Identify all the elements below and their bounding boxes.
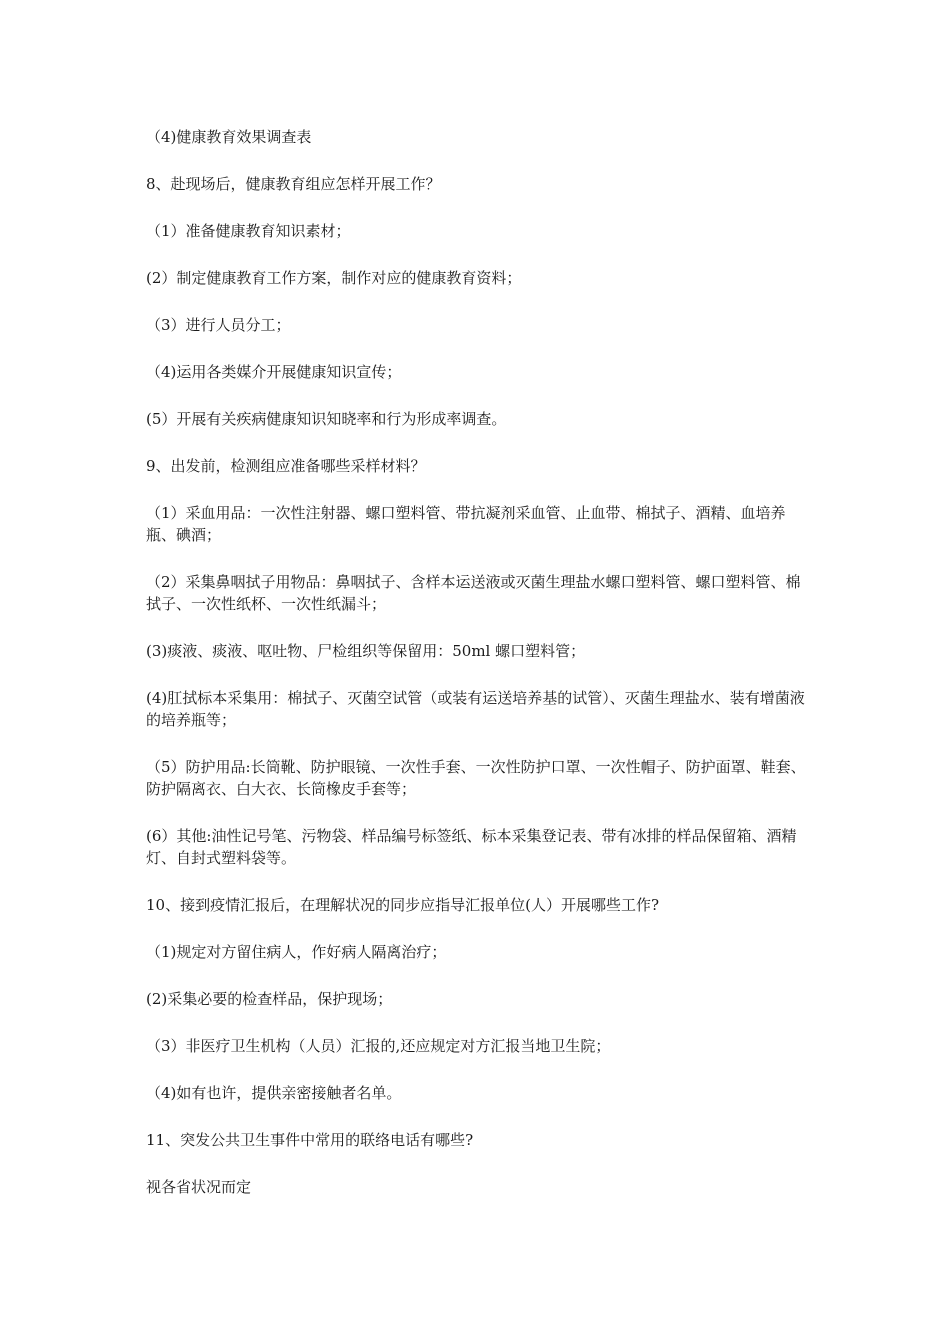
list-item: (2）制定健康教育工作方案，制作对应的健康教育资料； [146, 269, 522, 287]
answer-text: 视各省状况而定 [146, 1178, 252, 1196]
question-8-heading: 8、赴现场后，健康教育组应怎样开展工作？ [146, 175, 441, 193]
list-item-health-survey: （4)健康教育效果调查表 [146, 128, 312, 146]
question-10-heading: 10、接到疫情汇报后，在理解状况的同步应指导汇报单位(人）开展哪些工作? [146, 896, 659, 914]
list-item: （2）采集鼻咽拭子用物品：鼻咽拭子、含样本运送液或灭菌生理盐水螺口塑料管、螺口塑料管、棉拭子、一次性纸杯、一次性纸漏斗； [146, 573, 801, 613]
list-item: (6）其他:油性记号笔、污物袋、样品编号标签纸、标本采集登记表、带有冰排的样品保留箱、酒精灯、自封式塑料袋等。 [146, 827, 797, 867]
document-body [146, 126, 812, 1223]
list-item: （4)运用各类媒介开展健康知识宣传； [146, 363, 402, 381]
list-item: （1）采血用品：一次性注射器、螺口塑料管、带抗凝剂采血管、止血带、棉拭子、酒精、血培养瓶、碘酒； [146, 504, 786, 544]
list-item: （3）进行人员分工； [146, 316, 291, 334]
list-item: （1）准备健康教育知识素材； [146, 222, 351, 240]
question-9-heading: 9、出发前，检测组应准备哪些采样材料？ [146, 457, 426, 475]
list-item: （5）防护用品:长筒靴、防护眼镜、一次性手套、一次性防护口罩、一次性帽子、防护面罩、鞋套、防护隔离衣、白大衣、长筒橡皮手套等； [146, 758, 806, 798]
list-item: （3）非医疗卫生机构（人员）汇报的,还应规定对方汇报当地卫生院； [146, 1037, 611, 1055]
list-item: （4)如有也许，提供亲密接触者名单。 [146, 1084, 402, 1102]
list-item: （1)规定对方留住病人，作好病人隔离治疗； [146, 943, 447, 961]
question-11-heading: 11、突发公共卫生事件中常用的联络电话有哪些? [146, 1131, 474, 1149]
list-item: (4)肛拭标本采集用：棉拭子、灭菌空试管（或装有运送培养基的试管）、灭菌生理盐水、装有增菌液的培养瓶等； [146, 689, 805, 729]
list-item: (2)采集必要的检查样品，保护现场； [146, 990, 393, 1008]
list-item: (3)痰液、痰液、呕吐物、尸检组织等保留用：50ml 螺口塑料管； [146, 642, 586, 660]
list-item: (5）开展有关疾病健康知识知晓率和行为形成率调查。 [146, 410, 507, 428]
